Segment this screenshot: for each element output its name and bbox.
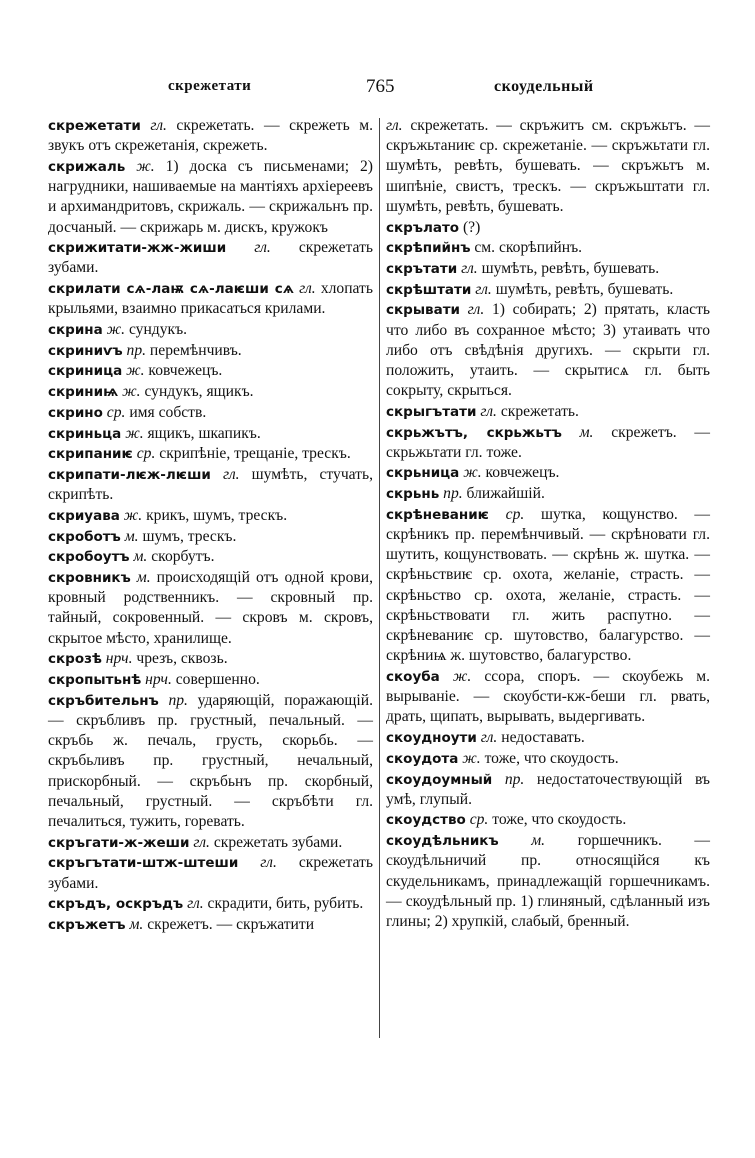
entry-definition: ударяющій, поражающій. — скръбливъ пр. грустный, печальный. — скръбь ж. печаль, грусть, скорьбь. — скръбьливъ пр. грустный, нечальный, прискорбный. — скръбьнъ пр. скорбный, печальный, грустный. — скръбѣти гл. печалиться, тужить, горевать. [48, 691, 374, 830]
entry-grammar: м. [133, 548, 148, 566]
entry-headword: скрьница [386, 465, 460, 482]
entry-headword: скроботъ [48, 528, 121, 545]
entry-definition: ссора, споръ. — скоубежь м. вырываніе. — скоубсти-кж-беши гл. рвать, драть, щипать, вырывать, выдергивать. [386, 667, 710, 726]
dictionary-entry [48, 238, 373, 278]
entry-headword: скоудство [386, 812, 466, 829]
entry-definition: шумѣть, ревѣть, бушевать. [481, 259, 660, 277]
entry-grammar: ср. [106, 403, 126, 421]
entry-definition: сундукъ. [128, 321, 188, 339]
entry-definition: 1) собирать; 2) прятать, класть что либо въ сохранное мѣсто; 3) утаивать что либо отъ свѣдѣнія другихъ. — скрыти гл. положить, утаить. — скрытисѧ гл. быть сокрыту, скрыться. [386, 301, 710, 400]
entry-grammar: ср. [505, 505, 525, 523]
dictionary-entry [48, 833, 373, 853]
entry-definition: скрежетать. — скрежеть м. звукъ отъ скрежетанія, скрежеть. [48, 117, 373, 155]
entry-grammar: ж. [106, 321, 126, 339]
dictionary-entry [48, 649, 373, 669]
entry-definition: скрежетать зубами. [48, 854, 373, 892]
entry-definition: скрипѣніе, трещаніе, трескъ. [159, 445, 351, 463]
dictionary-entry [48, 403, 373, 423]
entry-headword: скръжетъ [48, 916, 126, 933]
entry-grammar: ср. [136, 445, 156, 463]
entry-headword: скрѣневаниѥ [386, 506, 490, 523]
dictionary-entry [386, 280, 710, 300]
entry-headword: скрывати [386, 302, 460, 319]
entry-definition: сундукъ, ящикъ. [144, 383, 254, 401]
entry-headword: скрѣштати [386, 281, 472, 298]
dictionary-entry [386, 831, 710, 932]
entry-grammar: гл. [386, 117, 403, 134]
entry-grammar: пр. [168, 691, 188, 709]
entry-grammar: ж. [122, 383, 141, 401]
entry-definition: скрежетать зубами. [213, 833, 343, 851]
entry-grammar: м. [579, 423, 594, 441]
entry-definition: хлопать крыльями, взаимно прикасаться крилами. [48, 280, 373, 318]
dictionary-entry [48, 444, 373, 464]
entry-grammar: гл. [480, 402, 497, 420]
entry-grammar: гл. [150, 117, 167, 134]
entry-grammar: м. [124, 527, 139, 545]
entry-headword: скриуава [48, 507, 120, 524]
header-left-word: скрежетати [168, 78, 252, 94]
entry-definition: чрезъ, сквозь. [136, 650, 228, 668]
entry-headword: скоудѣльникъ [386, 833, 499, 850]
entry-grammar: ж. [462, 749, 481, 767]
entry-grammar: ж. [452, 667, 472, 685]
left-column [48, 116, 373, 936]
entry-headword: скрижаль [48, 158, 126, 175]
dictionary-entry [48, 424, 373, 444]
entry-headword: скоудоумный [386, 771, 493, 788]
entry-grammar: ж. [463, 464, 482, 482]
entry-headword: скровникъ [48, 569, 131, 586]
header-right-word: скоудельный [494, 78, 594, 95]
entry-grammar: гл. [467, 301, 485, 319]
dictionary-entry [386, 810, 710, 830]
entry-headword: скоудноути [386, 730, 477, 747]
entry-definition: скрадити, бить, рубить. [207, 895, 364, 913]
entry-headword: скръбительнъ [48, 692, 159, 709]
dictionary-entry [48, 568, 373, 649]
dictionary-entry [386, 116, 710, 217]
entry-definition: тоже, что скоудость. [484, 749, 619, 767]
dictionary-entry [48, 279, 373, 319]
entry-definition: шумѣть, ревѣть, бушевать. [495, 280, 674, 298]
entry-headword: скриниѩ [48, 384, 119, 401]
entry-headword: скрътати [386, 260, 458, 277]
entry-grammar: пр. [443, 485, 463, 503]
entry-headword: скриньца [48, 425, 122, 442]
entry-headword: скрипаниѥ [48, 446, 133, 463]
dictionary-entry [48, 894, 373, 914]
dictionary-entry [48, 670, 373, 690]
entry-grammar: ж. [126, 362, 145, 380]
entry-headword: скрино [48, 404, 103, 421]
dictionary-entry [386, 770, 710, 810]
entry-grammar: гл. [475, 280, 492, 298]
dictionary-entry [386, 238, 710, 258]
entry-grammar: ж. [125, 424, 144, 442]
dictionary-entry [386, 667, 710, 728]
entry-definition: ковчежецъ. [485, 464, 560, 482]
dictionary-entry [386, 300, 710, 401]
dictionary-entry [386, 728, 710, 748]
entry-headword: скрилати сѧ-лаѭ сѧ-лаѥши сѧ [48, 281, 294, 298]
entry-headword: скрьнь [386, 486, 440, 503]
entry-headword: скробоутъ [48, 549, 130, 566]
dictionary-entry [48, 547, 373, 567]
entry-definition: совершенно. [175, 670, 260, 688]
entry-headword: скоуба [386, 668, 440, 685]
entry-grammar: гл. [260, 854, 277, 872]
entry-headword: скоудота [386, 750, 459, 767]
entry-headword: скрѣпийнъ [386, 240, 471, 257]
right-column [386, 116, 710, 933]
entry-headword: скрълато [386, 219, 460, 236]
entry-grammar: ж. [136, 157, 155, 175]
entry-definition: ящикъ, шкапикъ. [147, 424, 261, 442]
entry-definition: шумѣть, стучать, скрипѣть. [48, 465, 374, 504]
entry-grammar: гл. [461, 259, 478, 277]
entry-headword: скрежетати [48, 118, 141, 134]
entry-definition: недостаточествующій въ умѣ, глупый. [386, 770, 710, 808]
entry-definition: ближайшій. [466, 485, 545, 503]
dictionary-entry [386, 423, 710, 463]
entry-grammar: гл. [187, 895, 204, 913]
dictionary-entry [48, 116, 373, 156]
dictionary-entry [48, 915, 373, 935]
dictionary-entry [48, 465, 373, 505]
entry-definition: тоже, что скоудость. [492, 811, 627, 829]
dictionary-entry [386, 259, 710, 279]
entry-headword: скрыгътати [386, 403, 477, 420]
entry-definition: см. скорѣпийнъ. [474, 239, 583, 257]
entry-headword: скрозѣ [48, 651, 102, 668]
entry-grammar: гл. [254, 239, 271, 257]
dictionary-entry [386, 505, 710, 667]
entry-grammar: м. [136, 568, 151, 586]
dictionary-entry [386, 463, 710, 483]
entry-definition: скрежетать. [500, 402, 579, 420]
entry-headword: скриниѵъ [48, 342, 123, 359]
entry-headword: скръдъ, оскръдъ [48, 896, 184, 913]
entry-headword: скрьжътъ, скрьжьтъ [386, 424, 562, 441]
entry-definition: горшечникъ. — скоудѣльничий пр. относящійся къ скудельникамъ, принадлежащій горшечникамъ. — скоудѣльный пр. 1) глиняный, сдѣланный изъ глины; 2) хрупкій, слабый, бренный. [386, 832, 710, 930]
dictionary-entry [48, 382, 373, 402]
column-divider [379, 118, 380, 1038]
entry-grammar: нрч. [105, 650, 133, 668]
entry-headword: скрипати-лѥж-лѥши [48, 466, 211, 483]
entry-definition: шумъ, трескъ. [142, 527, 237, 545]
entry-headword: скрина [48, 322, 103, 339]
entry-grammar: нрч. [145, 670, 172, 688]
entry-grammar: гл. [222, 465, 240, 483]
entry-grammar: гл. [193, 833, 210, 851]
dictionary-entry [386, 402, 710, 422]
entry-definition: крикъ, шумъ, трескъ. [146, 506, 288, 524]
entry-definition: 1) доска съ письменами; 2) нагрудники, нашиваемые на мантіяхъ архіереевъ и архимандритовъ, скрижаль. — скрижальнъ пр. досчаный. — скрижарь м. дискъ, кружокъ [48, 157, 373, 236]
dictionary-entry [48, 506, 373, 526]
entry-grammar: ж. [123, 506, 143, 524]
entry-headword: скриница [48, 363, 123, 380]
dictionary-entry [386, 484, 710, 504]
entry-headword: скропытьнѣ [48, 671, 142, 688]
entry-definition: ковчежецъ. [148, 362, 223, 380]
entry-definition: скрежетать зубами. [48, 239, 373, 277]
page-header [0, 78, 755, 108]
entry-grammar: гл. [480, 729, 498, 747]
dictionary-entry [386, 218, 710, 238]
entry-definition: имя собств. [129, 403, 207, 421]
entry-headword: скръгати-ж-жеши [48, 834, 190, 851]
entry-headword: скрижитати-жж-жиши [48, 240, 227, 257]
entry-definition: скрежетъ. — скрьжьтати гл. тоже. [386, 423, 711, 461]
dictionary-entry [48, 320, 373, 340]
dictionary-entry [48, 341, 373, 361]
entry-grammar: пр. [504, 770, 525, 788]
entry-definition: шутка, кощунство. — скрѣникъ пр. перемѣнчивый. — скрѣновати гл. шутить, кощунствовать. — скрѣнь ж. шутка. — скрѣньствиѥ ср. охота, желаніе, страсть. — скрѣньство ср. охота, желаніе, страсть. — скрѣньствовати гл. жить распутно. — скрѣневаниѥ ср. шутовство, балагурство. — скрѣниѩ ж. шутовство, балагурство. [386, 505, 710, 665]
entry-definition: происходящій отъ одной крови, кровный родственникъ. — скровный пр. тайный, сокровенный. — скровъ м. скровъ, скрытое мѣсто, хранилище. [48, 568, 374, 647]
dictionary-entry [48, 691, 373, 832]
entry-headword: скръгътати-штж-штеши [48, 855, 239, 872]
dictionary-entry [386, 749, 710, 769]
entry-grammar: пр. [126, 341, 147, 359]
entry-definition: скрежетать. — скръжитъ см. скръжьтъ. — скръжьтаниѥ ср. скрежетаніе. — скръжьтати гл. шумѣть, ревѣть, бушевать. — скръжьтъ м. шипѣніе, свистъ, трескъ. — скръжьштати гл. шумѣть, ревѣть, бушевать. [386, 117, 711, 215]
entry-definition: перемѣнчивъ. [149, 341, 242, 359]
page-number: 765 [366, 76, 395, 97]
entry-definition: скрежетъ. — скръжатити [147, 915, 315, 933]
dictionary-entry [48, 157, 373, 238]
entry-definition: скорбутъ. [151, 548, 215, 566]
entry-grammar: гл. [299, 280, 316, 298]
entry-grammar: м. [129, 915, 144, 933]
dictionary-entry [48, 853, 373, 893]
dictionary-entry [48, 527, 373, 547]
entry-grammar: ср. [469, 811, 489, 829]
dictionary-entry [48, 361, 373, 381]
entry-definition: (?) [462, 218, 481, 236]
entry-definition: недоставать. [501, 729, 585, 747]
entry-grammar: м. [531, 832, 546, 850]
